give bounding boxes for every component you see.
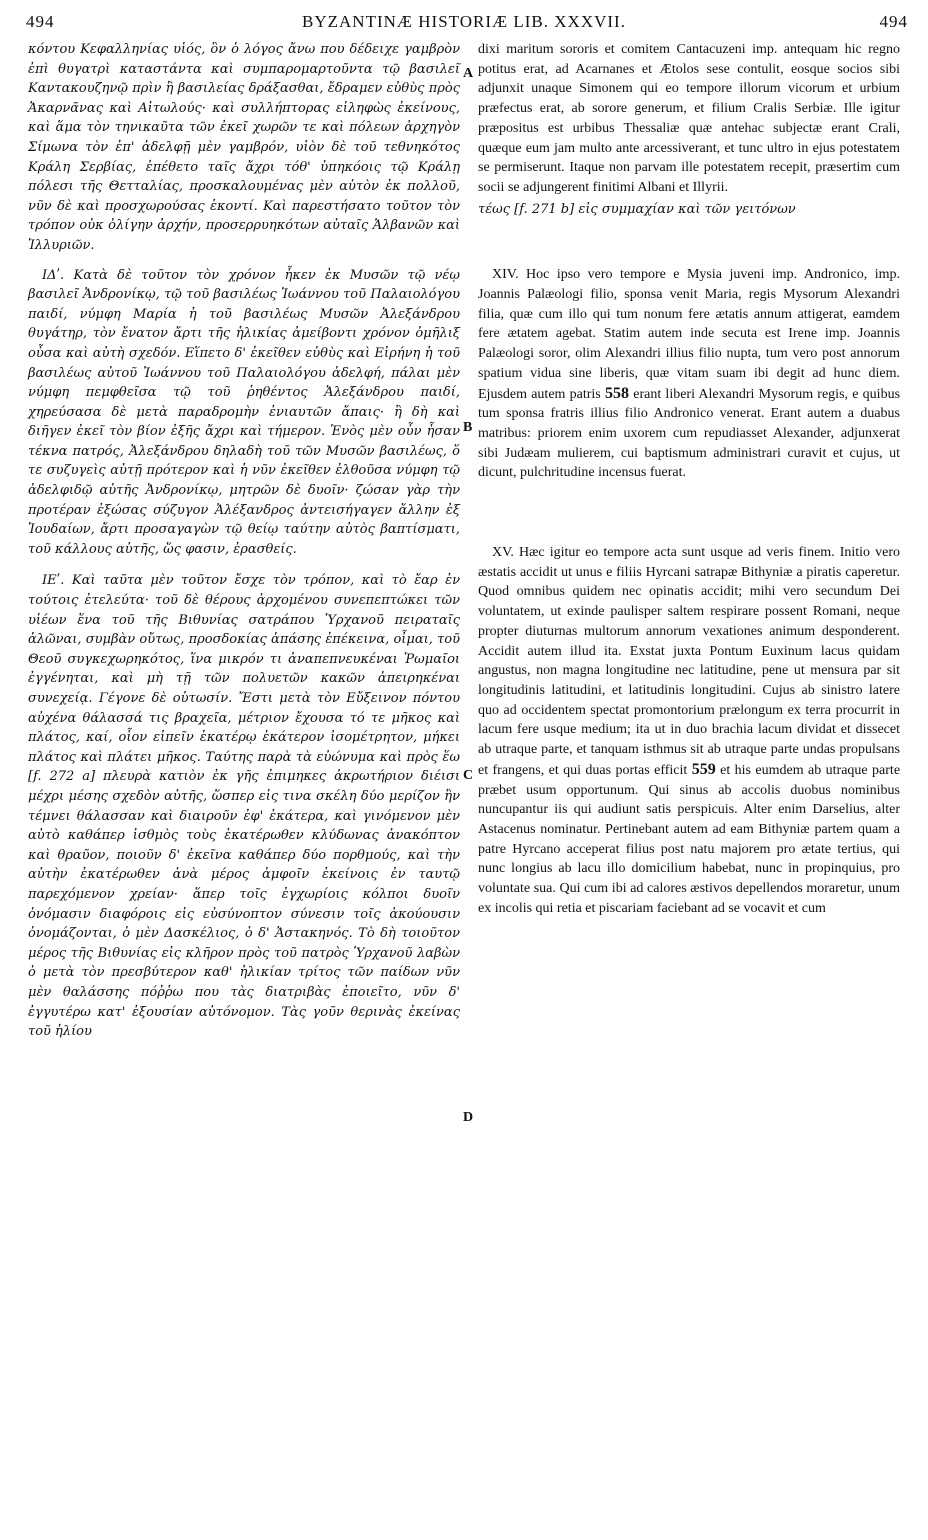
latin-p15-part-a: XV. Hæc igitur eo tempore acta sunt usque ad veris finem. Initio vero æstatis accidit ut unus e filiis Hyrcani satrapæ Bithyniæ a piratis caperetur. Quod omnibus quidem nec opinatis accidit; mihi vero secundum Dei voluntatem, ut exinde paulisper saltem respirare possent Romani, neque propter diuturnas multorum annorum vexationes animum desponderent. Accidit autem illud ita. Exstat juxta Pontum Euxinum lacus quidam angustus, non magna longitudine nec latitudine, pene ut mensura par sit longitudinis latitudini, et latitudinis longitudini. Cujus ab sinistro latere quo ad occidentem spectat promontorium prælongum ex terra procurrit in lacum fere usque medium; ita ut in duo brachia lacum dividat et dissecet ab utraque parte, et tanquam isthmus sit ab utraque parte undas propulsans et frangens, et qui duas portas efficit bbox=[478, 545, 900, 778]
latin-p15-part-b: et his eumdem ab utraque parte præbet usum opportunum. Qui sinus ab accolis duobus nominibus nuncupantur iis qui audiunt satis perspicuis. Alter enim Darselius, alter Astacenus nominatur. Pertinebant autem ad eam Bithyniæ partem quam a patre Hyrcano acceperat filius post natu majorem pro ætate tertius, qui nunc longius ab lacu illo domicilium habebat, nunc in propinquius, pro voluntate sua. Qui cum ibi ad calores æstivos depellendos moraretur, unum ex incolis qui retia et piscariam faciebant ad se vocavit et cum bbox=[478, 762, 901, 916]
running-title: BYZANTINÆ HISTORIÆ LIB. XXXVII. bbox=[302, 12, 626, 31]
latin-p14-part-b: erant liberi Alexandri Mysorum regis, e quibus tum sponsa fratris illius filio Andronico venerat. Erant autem a duabus matribus: priorem enim uxorem cum repudiasset Alexander, adjunxerat sibi Judæam mulierem, cui baptismum administrari curavit et cujus, ut dicunt, pulchritudine incensus fuerat. bbox=[478, 386, 901, 481]
page-number-right: 494 bbox=[879, 12, 908, 31]
greek-column bbox=[28, 40, 460, 1042]
greek-paragraph-continued: κόντου Κεφαλληνίας υἱός, ὃν ὁ λόγος ἄνω που δέδειχε γαμβρὸν ἐπὶ θυγατρὶ καταστάντα καὶ συμπαρομαρτοῦντα τῷ βασιλεῖ Καντακουζηνῷ πρὶν ἢ βασιλείας δράξασθαι, ἔδραμεν εὐθὺς πρὸς Ἀκαρνᾶνας καὶ Αἰτωλούς· καὶ συλλήπτορας εἰληφὼς ἐκείνους, καὶ ἅμα τὸν τηνικαῦτα τῶν ἐκεῖ χωρῶν τε καὶ πόλεων ἀρχηγὸν Σίμωνα τὸν ἐπ' ἀδελφῇ μὲν γαμβρόν, υἱὸν δὲ τοῦ τεθνηκότος Κράλη Σερβίας, ἐπέθετο ταῖς ἄχρι τόθ' ὑπηκόοις τῷ Κράλῃ πόλεσι τῆς Θετταλίας, προσκαλουμένας μὲν αὐτὸν ἐκ πολλοῦ, νῦν δὲ καὶ προσχωρούσας ἑκοντί. Καὶ παρεστήσατο τοῦτον τὸν τρόπον οὐκ ὀλίγην ἀρχήν, προσερρυηκότων αὐταῖς Ἀλβανῶν καὶ Ἰλλυριῶν. bbox=[28, 42, 460, 253]
latin-paragraph-14 bbox=[478, 265, 900, 483]
latin-paragraph-15 bbox=[478, 543, 900, 918]
margin-letter-d: D bbox=[463, 1110, 474, 1125]
latin-paragraph-continued: dixi maritum sororis et comitem Cantacuzeni imp. antequam hic regno potitus erat, ad Acarnanes et Ætolos sese contulit, eosque socios sibi adjunxit unaque Simonem qui eo tempore illorum vicorum et urbium præfectus erat, ab sorore generum, et filium Cralis Serbiæ. Ille igitur præpositus est urbibus Thessaliæ quæ antehac subjectæ erant Crali, quæque eum jam multo ante arcessiverant, et tunc ultro in ejus potestatem se permiserunt. Itaque non parvam ille potestatem recepit, præsertim cum socii se adjungerent finitimi Albani et Illyrii. bbox=[478, 42, 900, 195]
margin-letter-a: A bbox=[463, 66, 474, 81]
edition-page-number-558: 558 bbox=[605, 384, 629, 402]
greek-paragraph-14: ΙΔʹ. Κατὰ δὲ τοῦτον τὸν χρόνον ἧκεν ἐκ Μυσῶν τῷ νέῳ βασιλεῖ Ἀνδρονίκῳ, τῷ τοῦ βασιλέως Ἰωάννου τοῦ Παλαιολόγου παιδί, νύμφη Μαρία ἡ τοῦ βασιλέως Μυσῶν Ἀλεξάνδρου θυγάτηρ, τὸν ἔνατον ἄρτι τῆς ἡλικίας ἀμείβοντι χρόνον ὁμῆλιξ οὖσα καὶ αὐτὴ σχεδόν. Εἵπετο δ' ἐκεῖθεν εὐθὺς καὶ Εἰρήνη ἡ τοῦ βασιλέως αὐτοῦ Ἰωάννου τοῦ Παλαιολόγου ἀδελφή, πάλαι μὲν νύμφη πεμφθεῖσα τῷ τοῦ ῥηθέντος Ἀλεξάνδρου παιδί, χηρεύσασα δὲ μετὰ παραδρομὴν ἐνιαυτῶν ἄπαις· ἣ δὴ καὶ διῆγεν ἐκεῖ τὸν βίον ἐξῆς ἄχρι καὶ τήμερον. Ἑνὸς μὲν οὖν ἦσαν τέκνα πατρός, Ἀλεξάνδρου δηλαδὴ τοῦ τῶν Μυσῶν βασιλέως, ὅ τε συζυγεὶς αὐτῇ πρότερον καὶ ἡ νῦν ἐκεῖθεν ἐλθοῦσα νύμφη τῷ ἀδελφιδῷ αὐτῆς Ἀνδρονίκῳ, μητρῶν δὲ δυοῖν· ζώσαν γὰρ τὴν προτέραν ἐξώσας σύζυγον Ἀλέξανδρος ἀντεισήγαγεν ἄλλην ἐξ Ἰουδαίων, ἄρτι προσαγαγὼν τῷ θείῳ ταύτην αὐτὸς βαπτίσματι, τοῦ κάλλους αὐτῆς, ὥς φασιν, ἐρασθείς. bbox=[28, 267, 460, 557]
latin-p14-part-a: XIV. Hoc ipso vero tempore e Mysia juveni imp. Andronico, imp. Joannis Palæologi filio, sponsa venit Maria, regis Mysorum Alexandri filia, quæ cum illo qui tum nonum fere ætatis annum attigerat, eamdem fere ætatem agebat. Statim autem inde secuta est Irene imp. Joannis Palæologi soror, olim Alexandri illius filio nupta, tum vero post annorum spatium vidua sine liberis, quæ vitam suam ibi degit ad hunc diem. Ejusdem autem patris bbox=[478, 267, 900, 402]
latin-column bbox=[478, 40, 900, 918]
margin-letter-c: C bbox=[463, 768, 474, 783]
greek-line-tail: τέως [f. 271 b] εἰς συμμαχίαν καὶ τῶν γειτόνων bbox=[478, 201, 796, 217]
edition-page-number-559: 559 bbox=[691, 760, 716, 778]
margin-letter-b: B bbox=[463, 420, 473, 435]
greek-paragraph-15: ΙΕʹ. Καὶ ταῦτα μὲν τοῦτον ἔσχε τὸν τρόπον, καὶ τὸ ἔαρ ἐν τούτοις ἐτελεύτα· τοῦ δὲ θέρους ἀρχομένου συνεπεπτώκει τῶν υἱέων ἕνα τοῦ τῆς Βιθυνίας σατράπου Ὑρχανοῦ πειραταῖς ἁλῶναι, συμβὰν οὔτως, προσδοκίας ἁπάσης ἐπέκεινα, οἶμαι, τοῦ Θεοῦ συγκεχωρηκότος, ἵνα μικρόν τι ἀναπεπνευκέναι Ῥωμαῖοι ἐγγένηται, καὶ μὴ τῇ τῶν πολυετῶν κακῶν ἀπειρηκέναι συνεχείᾳ. Γέγονε δὲ οὑτωσίν. Ἔστι μετὰ τὸν Εὔξεινον πόντου αὐχένα θάλασσά τις βραχεῖα, μέτριον ἔχουσα τό τε μῆκος καὶ πλάτος, καί, οἷον εἰπεῖν ἑκατέρῳ ἑκάτερον ἰσομέτρητον, μήκει πλάτος καὶ πλάτει μῆκος. Ταύτης παρὰ τὰ εὐώνυμα καὶ πρὸς ἕω [f. 272 a] πλευρὰ κατιὸν ἐκ γῆς ἐπιμηκες ἀκρωτήριον διέισι μέχρι μέσης σχεδὸν αὐτῆς, ὥσπερ εἰς τινα σκέλη δύο μερίζον ἣν τέμνει θάλασσαν καὶ διαιροῦν ἐφ' ἑκάτερα, καὶ γινόμενον μὲν αὐτὸ καθάπερ ἰσθμὸς τοὺς ἑκατέρωθεν κλύδωνας ἀνακόπτον καὶ θραῦον, ποιοῦν δ' ἐκεῖνα καθάπερ δύο πορθμούς, καὶ τὴν αὐτὴν ἑκατέρωθεν ἀνὰ μέρος ἀμφοῖν ἐκείνοις ἐν ταυτῷ παρεχόμενον χρείαν· ἅπερ τοῖς ἐγχωρίοις κόλποι δυοῖν ὀνόμασιν διαφόροις εἰς εὐσύνοπτον σύνεσιν τοῖς ἀκούουσιν ὀνομάζονται, ὁ μὲν Δασκέλιος, ὁ δ' Ἀστακηνός. Τὸ δὴ τοιοῦτον μέρος τῆς Βιθυνίας εἰς κλῆρον πρὸς τοῦ πατρὸς Ὑρχανοῦ λαβὼν ὁ μετὰ τὸν πρεσβύτερον καθ' ἡλικίαν τρίτος τῶν παίδων νῦν μὲν θαλάσσης πόῤῥω που τὰς διατριβὰς ἐποιεῖτο, νῦν δ' ἐγγυτέρω κατ' ἐξουσίαν αὐτόνομον. Τὰς γοῦν θερινὰς ἐκείνας τοῦ ἡλίου bbox=[28, 573, 460, 1040]
running-header bbox=[0, 4, 928, 34]
page-number-left: 494 bbox=[26, 12, 55, 31]
